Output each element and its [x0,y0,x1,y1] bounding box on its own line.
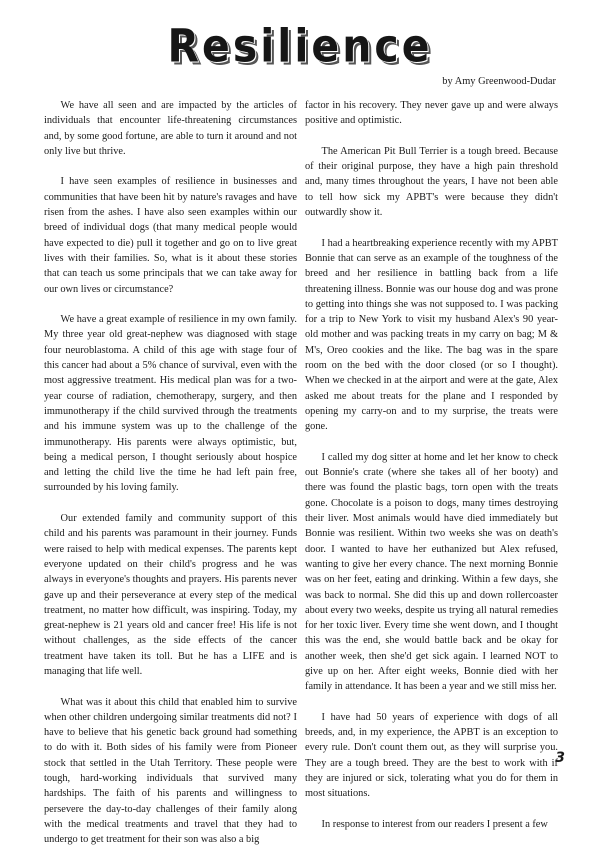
paragraph: I called my dog sitter at home and let her know to check out Bonnie's crate (where she takes all of her booty) and there was found the plastic bags, torn open with the treats gone. Chocolate is a poison to dogs, many times destroying their liver. Most animals would have died immediately but Bonnie was resilient. Within two weeks she was on death's door. I wanted to have her euthanized but Alex refused, wanting to give her every chance. The next morning Bonnie was on her feet, eating and drinking. Within a few days, she was back to normal. She did this up and down rollercoaster about every two weeks, despite us trying all natural remedies for her toxic liver. Every time she went down, and I thought this was the end, she would battle back and be okay for another week, then she'd get sick again. I learned NOT to give up on her. After eight weeks, Bonnie died with her family in attendance. It has been a year and we still miss her. [305,451,558,693]
paragraph: I have seen examples of resilience in businesses and communities that have been hit by nature's ravages and have risen from the ashes. I have also seen examples within our breed of individual dogs (that many medical people would have expected to die) pull it together and go on to live great lives with their families. So, what is it about these stories that can teach us some principals that we can take away for our own lives or circumstance? [44,176,297,295]
paragraph: In response to interest from our readers I present a few [321,818,548,830]
page-number: 3 [555,750,565,766]
paragraph: Our extended family and community support of this child and his parents was paramount in their journey. Funds were raised to help with medical expenses. The parents kept everyone updated on their child's progress and he was always in everyone's thoughts and prayers. His parents never gave up and their perseverance at every step of the medical treatment, no matter how difficult, was inspiring. Today, my great-nephew is 21 years old and cancer free! His life is not without challenges, as the side effects of the cancer treatment have taken its toll. But he has a LIFE and is managing that life well. [44,513,297,677]
paragraph: The American Pit Bull Terrier is a tough breed. Because of their original purpose, they have a high pain threshold and, many times throughout the years, I have not been able to tell how sick my APBT's were because they didn't outwardly show it. [305,145,558,219]
paragraph: We have a great example of resilience in my own family. My three year old great-nephew was diagnosed with stage four neuroblastoma. A child of this age with stage four of this cancer had about a 5% chance of survival, even with the most aggressive treatment. His medical plan was for a two-year course of radiation, chemotherapy, surgery, and then immunotherapy if the child survived through the treatments and his immune system was up to the challenge of the immunotherapy. His parents were always optimistic, but, being a medical person, I thought seriously about hospice and letting the child live the time he had left pain free, surrounded by his loving family. [44,314,297,494]
paragraph: I have had 50 years of experience with dogs of all breeds, and, in my experience, the APBT is an exception to every rule. Don't count them out, as they will surprise you. They are a tough breed. They are the best to work with if they are injured or sick, tolerating what you do for them in most situations. [305,711,558,800]
right-column [305,98,558,832]
paragraph: We have all seen and are impacted by the articles of individuals that encounter life-threatening circumstances and, by some good fortune, are able to turn it around and not only live but thrive. [44,100,297,157]
byline: by Amy Greenwood-Dudar [442,76,556,87]
paragraph: I had a heartbreaking experience recently with my APBT Bonnie that can serve as an example of the toughness of the breed and her resilience in battling back from a life threatening illness. Bonnie was our house dog and was prone to getting into things she was not supposed to. I was packing for a trip to New York to visit my husband Alex's 90 year-old mother and was packing treats in my carry on bag; M & M's, Oreo cookies and the like. The bag was in the spare room on the bed with the door closed (or so I thought). When we checked in at the airport and were at the gate, Alex asked me about treats for the plane and I responded by opening my carry-on and to my surprise, the treats were gone. [305,237,558,433]
article-title: Resilience [167,19,433,73]
paragraph: What was it about this child that enabled him to survive when other children undergoing similar treatments did not? I have to believe that his genetic back ground had something to do with it. Both sides of his family were from Pioneer stock that settled in the Utah Territory. These people were tough, hard-working individuals that survived many hardships. The faith of his parents and willingness to persevere the day-to-day challenges of their family along with the medical treatments and travel that they had to undergo to get treatment for their son was also a big [44,696,297,846]
left-column [44,98,297,848]
paragraph: factor in his recovery. They never gave up and were always positive and optimistic. [305,100,558,127]
